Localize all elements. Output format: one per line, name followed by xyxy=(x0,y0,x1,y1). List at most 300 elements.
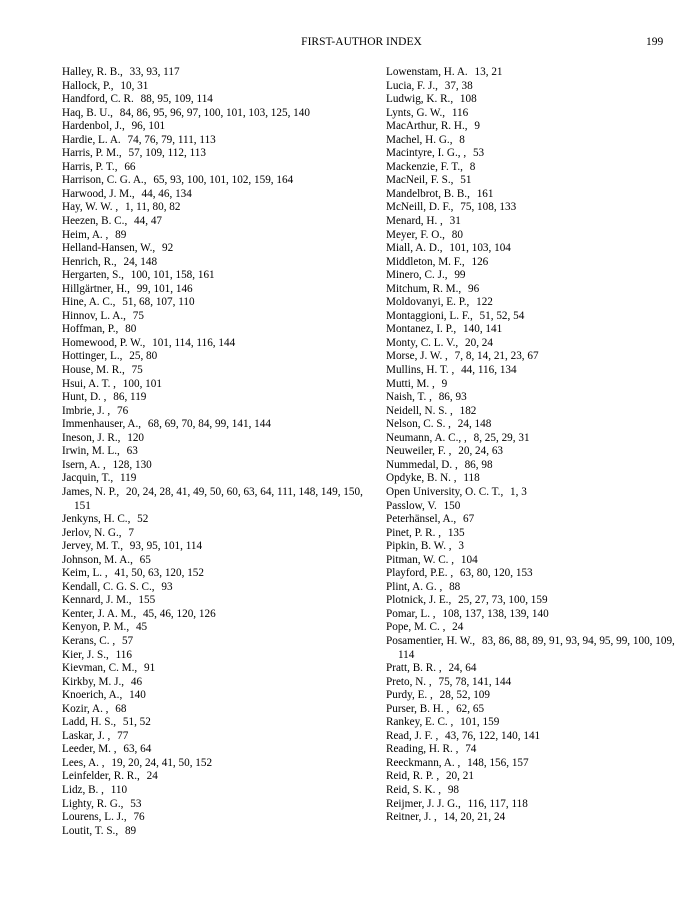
index-entry xyxy=(386,527,678,541)
page-references: 135 xyxy=(447,526,465,539)
author-name: Reijmer, J. J. G., xyxy=(386,797,461,810)
page-references: 51, 68, 107, 110 xyxy=(122,296,195,309)
author-name: Lynts, G. W., xyxy=(386,106,446,119)
index-entry xyxy=(386,554,678,568)
page-references: 57 xyxy=(121,634,134,647)
author-name: Purser, B. H. , xyxy=(386,702,450,715)
author-name: Helland-Hansen, W., xyxy=(62,242,156,255)
page-references: 51, 52, 54 xyxy=(479,309,525,322)
author-name: Preto, N. , xyxy=(386,675,432,688)
index-entry xyxy=(62,147,380,161)
index-entry xyxy=(386,229,678,243)
page-references: 20, 24 xyxy=(465,336,493,349)
index-entry xyxy=(62,174,380,188)
index-entry xyxy=(386,459,678,473)
index-entry xyxy=(62,689,380,703)
author-name: Mutti, M. , xyxy=(386,377,435,390)
author-name: Nelson, C. S. , xyxy=(386,418,451,431)
index-entry xyxy=(386,757,678,771)
author-name: Hinnov, L. A., xyxy=(62,309,126,322)
index-entry xyxy=(62,608,380,622)
author-name: Hunt, D. , xyxy=(62,391,107,404)
page-references: 126 xyxy=(471,255,489,268)
author-name: Reid, R. P. , xyxy=(386,770,440,783)
page-references: 75, 78, 141, 144 xyxy=(438,675,512,688)
author-name: Hine, A. C., xyxy=(62,296,116,309)
author-name: Handford, C. R. xyxy=(62,93,134,106)
index-entry xyxy=(386,500,678,514)
page-references: 150 xyxy=(443,499,461,512)
author-name: Knoerich, A., xyxy=(62,689,123,702)
author-name: Kozir, A. , xyxy=(62,702,109,715)
author-name: Hardenbol, J., xyxy=(62,120,125,133)
page-references: 33, 93, 117 xyxy=(129,66,180,78)
index-entry xyxy=(386,323,678,337)
page-references: 63 xyxy=(126,445,138,458)
page-references: 89 xyxy=(115,228,127,241)
index-entry xyxy=(386,350,678,364)
page-references: 3 xyxy=(458,540,464,553)
author-name: Mullins, H. T. , xyxy=(386,364,455,377)
index-entry xyxy=(62,364,380,378)
author-name: Moldovanyi, E. P., xyxy=(386,296,470,309)
index-entry xyxy=(386,201,678,215)
author-name: Reitner, J. , xyxy=(386,811,437,824)
index-entry xyxy=(386,283,678,297)
page-references: 93, 95, 101, 114 xyxy=(129,540,203,553)
index-entry xyxy=(386,378,678,392)
page-references: 86, 93 xyxy=(438,391,467,404)
author-name: Kier, J. S., xyxy=(62,648,109,661)
page-references: 44, 46, 134 xyxy=(141,187,192,200)
index-entry xyxy=(62,811,380,825)
page-references: 1, 11, 80, 82 xyxy=(124,201,181,214)
page-references: 76 xyxy=(116,404,129,417)
index-entry xyxy=(62,134,380,148)
author-name: Mandelbrot, B. B., xyxy=(386,187,470,200)
page-references: 46 xyxy=(130,675,143,688)
index-entry xyxy=(386,743,678,757)
index-entry xyxy=(62,350,380,364)
page-references: 9 xyxy=(474,120,480,133)
index-entry xyxy=(62,323,380,337)
page-references: 108, 137, 138, 139, 140 xyxy=(442,607,549,620)
page-references: 20, 24, 63 xyxy=(458,445,503,458)
author-name: Middleton, M. F., xyxy=(386,255,465,268)
page-references: 86, 119 xyxy=(113,391,147,404)
author-name: Montanez, I. P., xyxy=(386,323,457,336)
index-entry xyxy=(386,716,678,730)
page-references: 119 xyxy=(119,472,137,485)
page-references: 75 xyxy=(131,364,143,377)
author-name: Lees, A. , xyxy=(62,756,105,769)
page-references: 101, 114, 116, 144 xyxy=(152,336,236,349)
author-name: Nummedal, D. , xyxy=(386,458,458,471)
index-entry xyxy=(62,676,380,690)
author-name: Hallock, P., xyxy=(62,79,114,92)
page-references: 20, 21 xyxy=(445,770,474,783)
index-entry xyxy=(386,310,678,324)
index-column-left xyxy=(62,66,380,838)
author-name: Pope, M. C. , xyxy=(386,621,446,634)
page-references: 77 xyxy=(117,729,129,742)
author-name: Kendall, C. G. S. C., xyxy=(62,580,155,593)
index-entry xyxy=(386,188,678,202)
index-entry xyxy=(62,405,380,419)
author-name: Hoffman, P., xyxy=(62,323,119,336)
index-entry xyxy=(62,770,380,784)
author-name: Pipkin, B. W. , xyxy=(386,540,452,553)
page-references: 116 xyxy=(451,106,469,119)
index-entry xyxy=(386,80,678,94)
author-name: Reeckmann, A. , xyxy=(386,756,461,769)
author-name: Heim, A. , xyxy=(62,228,109,241)
page-references: 7 xyxy=(128,526,134,539)
index-entry xyxy=(62,229,380,243)
index-column-right xyxy=(386,66,678,825)
page-references: 93 xyxy=(161,580,173,593)
page-references: 68, 69, 70, 84, 99, 141, 144 xyxy=(147,418,271,431)
author-name: Reid, S. K. , xyxy=(386,783,442,796)
page-references: 88 xyxy=(449,580,461,593)
index-entry xyxy=(62,432,380,446)
page-references: 65, 93, 100, 101, 102, 159, 164 xyxy=(153,174,294,187)
page-references: 118 xyxy=(463,472,480,485)
index-entry xyxy=(62,649,380,663)
index-entry xyxy=(386,242,678,256)
index-entry xyxy=(386,405,678,419)
index-entry xyxy=(386,215,678,229)
author-name: Ladd, H. S., xyxy=(62,716,117,729)
author-name: Opdyke, B. N. , xyxy=(386,472,457,485)
index-entry xyxy=(62,242,380,256)
author-name: Neidell, N. S. , xyxy=(386,404,453,417)
author-name: Isern, A. , xyxy=(62,458,106,471)
index-entry xyxy=(62,703,380,717)
index-entry xyxy=(62,93,380,107)
index-entry xyxy=(62,730,380,744)
author-name: Kievman, C. M., xyxy=(62,662,138,675)
page-references: 52 xyxy=(137,513,149,526)
author-name: Ludwig, K. R., xyxy=(386,93,454,106)
page-references: 92 xyxy=(162,242,174,255)
index-entry xyxy=(386,567,678,581)
page-references: 62, 65 xyxy=(456,702,485,715)
page-references: 140 xyxy=(129,689,146,702)
author-name: Lighty, R. G., xyxy=(62,797,124,810)
author-name: Heezen, B. C., xyxy=(62,215,128,228)
page-references: 51, 52 xyxy=(122,716,151,729)
author-name: Monty, C. L. V., xyxy=(386,336,459,349)
author-name: Montaggioni, L. F., xyxy=(386,309,473,322)
index-entry xyxy=(386,798,678,812)
index-entry xyxy=(62,527,380,541)
index-entry xyxy=(62,256,380,270)
page-references: 8 xyxy=(459,133,465,146)
index-entry xyxy=(386,635,678,662)
page-references: 83, 86, 88, 89, 91, 93, 94, 95, 99, 100, 109, 114 xyxy=(398,634,675,661)
index-entry xyxy=(386,621,678,635)
index-entry xyxy=(386,703,678,717)
index-entry xyxy=(386,445,678,459)
index-entry xyxy=(386,770,678,784)
author-name: Lucia, F. J., xyxy=(386,79,438,92)
index-entry xyxy=(386,513,678,527)
page-references: 66 xyxy=(124,160,136,173)
page-references: 10, 31 xyxy=(120,79,149,92)
page-references: 116, 117, 118 xyxy=(467,797,528,810)
page-references: 65 xyxy=(139,553,151,566)
page-references: 101, 103, 104 xyxy=(449,242,511,255)
author-name: Hay, W. W. , xyxy=(62,201,119,214)
author-name: Kennard, J. M., xyxy=(62,594,132,607)
index-entry xyxy=(386,432,678,446)
page-references: 104 xyxy=(460,553,478,566)
index-entry xyxy=(62,513,380,527)
index-entry xyxy=(386,364,678,378)
index-entry xyxy=(62,445,380,459)
page-references: 63, 80, 120, 153 xyxy=(459,567,533,580)
page-references: 8, 25, 29, 31 xyxy=(473,431,530,444)
author-name: Hardie, L. A. xyxy=(62,133,121,146)
page-references: 99, 101, 146 xyxy=(136,282,193,295)
index-entry xyxy=(62,283,380,297)
index-entry xyxy=(386,811,678,825)
page-references: 1, 3 xyxy=(510,485,527,498)
author-name: Pratt, B. R. , xyxy=(386,662,442,675)
index-entry xyxy=(386,107,678,121)
page-references: 98 xyxy=(447,783,459,796)
page-references: 89 xyxy=(124,824,137,837)
author-name: James, N. P., xyxy=(62,485,120,498)
running-head xyxy=(0,34,695,50)
index-entry xyxy=(386,161,678,175)
page-references: 122 xyxy=(476,296,493,309)
author-name: Plotnick, J. E., xyxy=(386,594,452,607)
page-references: 24, 64 xyxy=(448,662,477,675)
index-entry xyxy=(386,269,678,283)
index-entry xyxy=(62,581,380,595)
page-references: 76 xyxy=(133,811,145,824)
author-name: Pomar, L. , xyxy=(386,607,436,620)
index-entry xyxy=(62,296,380,310)
page-references: 45 xyxy=(135,621,148,634)
index-entry xyxy=(386,608,678,622)
page-references: 161 xyxy=(476,187,494,200)
author-name: Meyer, F. O., xyxy=(386,228,445,241)
page-references: 108 xyxy=(459,93,477,106)
index-entry xyxy=(62,486,380,513)
author-name: Mackenzie, F. T., xyxy=(386,160,463,173)
author-name: Hillgärtner, H., xyxy=(62,282,130,295)
index-entry xyxy=(386,730,678,744)
page-references: 13, 21 xyxy=(474,66,503,78)
page-references: 44, 116, 134 xyxy=(461,364,517,377)
author-name: Harrison, C. G. A., xyxy=(62,174,147,187)
page-references: 24, 148 xyxy=(123,255,158,268)
page-references: 80 xyxy=(451,228,463,241)
author-name: Minero, C. J., xyxy=(386,269,448,282)
index-entry xyxy=(386,134,678,148)
index-entry xyxy=(386,66,678,80)
author-name: Kenyon, P. M., xyxy=(62,621,130,634)
author-name: Johnson, M. A., xyxy=(62,553,133,566)
index-entry xyxy=(62,188,380,202)
author-name: Pitman, W. C. , xyxy=(386,553,455,566)
author-name: Miall, A. D., xyxy=(386,242,443,255)
author-name: Jerlov, N. G., xyxy=(62,526,122,539)
page-references: 100, 101, 158, 161 xyxy=(130,269,215,282)
page-references: 43, 76, 122, 140, 141 xyxy=(445,729,541,742)
author-name: Hsui, A. T. , xyxy=(62,377,116,390)
page-references: 86, 98 xyxy=(464,458,493,471)
author-name: Read, J. F. , xyxy=(386,729,439,742)
page-references: 91 xyxy=(144,662,156,675)
index-entry xyxy=(62,716,380,730)
index-entry xyxy=(386,147,678,161)
page-references: 24, 148 xyxy=(457,418,492,431)
author-name: Loutit, T. S., xyxy=(62,824,119,837)
index-entry xyxy=(386,540,678,554)
author-name: Purdy, E. , xyxy=(386,689,433,702)
author-name: Leeder, M. , xyxy=(62,743,117,756)
page-references: 28, 52, 109 xyxy=(439,689,490,702)
author-name: Plint, A. G. , xyxy=(386,580,443,593)
author-name: Kirkby, M. J., xyxy=(62,675,125,688)
author-name: Machel, H. G., xyxy=(386,133,453,146)
index-entry xyxy=(62,662,380,676)
page-references: 14, 20, 21, 24 xyxy=(443,811,506,824)
page-references: 9 xyxy=(441,377,448,390)
page-references: 148, 156, 157 xyxy=(467,756,529,769)
page-references: 51 xyxy=(460,174,472,187)
author-name: Homewood, P. W., xyxy=(62,336,146,349)
author-name: Ineson, J. R., xyxy=(62,431,121,444)
page-references: 96 xyxy=(468,282,480,295)
author-name: Lidz, B. , xyxy=(62,783,104,796)
page-references: 20, 24, 28, 41, 49, 50, 60, 63, 64, 111, 148, 149, 150, 151 xyxy=(74,485,363,512)
author-name: Hergarten, S., xyxy=(62,269,124,282)
author-name: Leinfelder, R. R., xyxy=(62,770,140,783)
author-name: Haq, B. U., xyxy=(62,106,113,119)
index-entry xyxy=(62,269,380,283)
author-name: Reading, H. R. , xyxy=(386,743,459,756)
page-references: 120 xyxy=(127,431,145,444)
page-references: 100, 101 xyxy=(122,377,162,390)
author-name: Rankey, E. C. , xyxy=(386,716,454,729)
index-entry xyxy=(62,201,380,215)
page-references: 41, 50, 63, 120, 152 xyxy=(114,567,204,580)
author-name: MacNeil, F. S., xyxy=(386,174,454,187)
author-name: Harris, P. T., xyxy=(62,160,118,173)
page-references: 31 xyxy=(449,215,461,228)
author-name: Neumann, A. C., , xyxy=(386,431,467,444)
page-references: 101, 159 xyxy=(460,716,500,729)
page-references: 7, 8, 14, 21, 23, 67 xyxy=(454,350,539,363)
index-entry xyxy=(386,93,678,107)
author-name: Kerans, C. , xyxy=(62,634,116,647)
page-title: FIRST-AUTHOR INDEX xyxy=(301,36,422,48)
page-references: 68 xyxy=(115,702,127,715)
page-references: 110 xyxy=(110,783,128,796)
index-entry xyxy=(386,256,678,270)
page-references: 37, 38 xyxy=(444,79,473,92)
page-references: 8 xyxy=(469,160,476,173)
page-references: 67 xyxy=(463,513,475,526)
index-entry xyxy=(386,337,678,351)
page-references: 140, 141 xyxy=(463,323,503,336)
page-references: 63, 64 xyxy=(123,743,152,756)
index-entry xyxy=(62,621,380,635)
index-entry xyxy=(62,594,380,608)
index-entry xyxy=(62,635,380,649)
author-name: Macintyre, I. G., , xyxy=(386,147,467,160)
author-name: Kenter, J. A. M., xyxy=(62,607,137,620)
page-references: 182 xyxy=(459,404,477,417)
author-name: Harris, P. M., xyxy=(62,147,122,160)
page-references: 75, 108, 133 xyxy=(460,201,517,214)
index-entry xyxy=(62,161,380,175)
page-references: 45, 46, 120, 126 xyxy=(142,607,216,620)
page-references: 75 xyxy=(132,309,144,322)
page-references: 24 xyxy=(146,770,158,783)
page-references: 155 xyxy=(138,594,156,607)
page-references: 53 xyxy=(130,797,142,810)
index-entry xyxy=(386,594,678,608)
author-name: Naish, T. , xyxy=(386,391,432,404)
page-references: 19, 20, 24, 41, 50, 152 xyxy=(111,756,213,769)
author-name: McNeill, D. F., xyxy=(386,201,454,214)
author-name: Hottinger, L., xyxy=(62,350,123,363)
index-entry xyxy=(62,418,380,432)
index-entry xyxy=(62,567,380,581)
author-name: Morse, J. W. , xyxy=(386,350,448,363)
index-entry xyxy=(62,378,380,392)
index-entry xyxy=(62,798,380,812)
author-name: Jervey, M. T., xyxy=(62,540,123,553)
index-entry xyxy=(62,391,380,405)
author-name: Jacquin, T., xyxy=(62,472,114,485)
page-number: 199 xyxy=(646,36,664,48)
author-name: Neuweiler, F. , xyxy=(386,445,452,458)
page-references: 80 xyxy=(125,323,137,336)
index-entry xyxy=(386,581,678,595)
author-name: Immenhauser, A., xyxy=(62,418,142,431)
page-references: 88, 95, 109, 114 xyxy=(140,93,213,106)
index-entry xyxy=(62,66,380,80)
page-references: 53 xyxy=(472,147,485,160)
author-name: House, M. R., xyxy=(62,364,125,377)
index-entry xyxy=(386,662,678,676)
index-entry xyxy=(62,215,380,229)
index-entry xyxy=(386,486,678,500)
author-name: Lourens, L. J., xyxy=(62,811,127,824)
index-entry xyxy=(62,459,380,473)
author-name: Jenkyns, H. C., xyxy=(62,513,131,526)
author-name: Passlow, V. xyxy=(386,499,437,512)
index-entry xyxy=(386,174,678,188)
index-entry xyxy=(386,120,678,134)
index-entry xyxy=(62,310,380,324)
author-name: Harwood, J. M., xyxy=(62,187,135,200)
author-name: MacArthur, R. H., xyxy=(386,120,468,133)
index-entry xyxy=(386,472,678,486)
page-references: 116 xyxy=(115,648,132,661)
index-entry xyxy=(62,120,380,134)
index-entry xyxy=(386,391,678,405)
author-name: Posamentier, H. W., xyxy=(386,634,476,647)
index-entry xyxy=(62,757,380,771)
